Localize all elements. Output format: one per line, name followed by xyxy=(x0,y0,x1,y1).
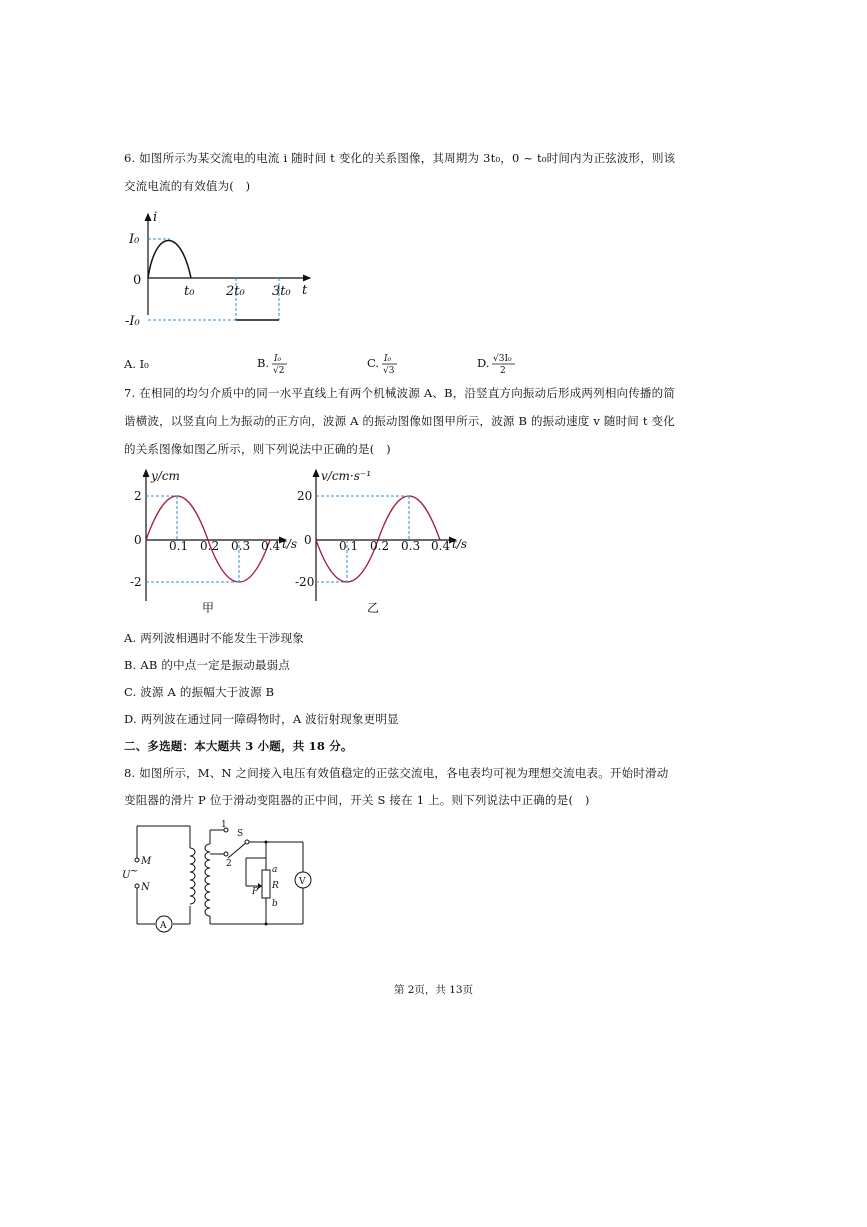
q7-option-b: B. AB 的中点一定是振动最弱点 xyxy=(124,658,291,672)
q6-2t0-label: 2t₀ xyxy=(226,284,245,299)
rheostat-R xyxy=(262,870,270,898)
svg-text:2: 2 xyxy=(226,859,232,869)
svg-text:S: S xyxy=(237,829,244,839)
q7-graph-a xyxy=(130,466,300,616)
q7-option-d: D. 两列波在通过同一障碍物时，A 波衍射现象更明显 xyxy=(124,712,399,726)
svg-text:a: a xyxy=(272,865,278,875)
q7-text-line2: 谐横波，以竖直向上为振动的正方向，波源 A 的振动图像如图甲所示，波源 B 的振动速度 v 随时间 t 变化 xyxy=(124,414,675,428)
q6-sine-arc xyxy=(148,240,191,278)
page-footer: 第 2页，共 13页 xyxy=(393,984,474,996)
svg-text:√3: √3 xyxy=(383,366,395,376)
svg-text:N: N xyxy=(141,882,150,893)
section2-heading: 二、多选题：本大题共 3 小题，共 18 分。 xyxy=(124,739,353,753)
q7-text-line1: 7. 在相同的均匀介质中的同一水平直线上有两个机械波源 A、B，沿竖直方向振动后形成两列相向传播的简 xyxy=(124,386,676,400)
svg-text:B.: B. xyxy=(257,356,270,370)
svg-text:P: P xyxy=(252,887,259,897)
q8-text-line1: 8. 如图所示，M、N 之间接入电压有效值稳定的正弦交流电，各电表均可视为理想交流电表。开始时滑动 xyxy=(124,766,669,780)
q7a-xtick-0.4: 0.4 xyxy=(261,539,281,553)
q7b-xtick-0.4: 0.4 xyxy=(431,539,451,553)
q7b-ytick-neg20: -20 xyxy=(295,575,315,589)
svg-text:√3I₀: √3I₀ xyxy=(493,354,512,364)
q6-t0-label: t₀ xyxy=(184,284,195,299)
q6-text-line1: 6. 如图所示为某交流电的电流 i 随时间 t 变化的关系图像，其周期为 3t₀，0 ~ t₀时间内为正弦波形，则该 xyxy=(124,151,676,165)
terminal-N xyxy=(135,884,139,888)
q7-text-line3: 的关系图像如图乙所示，则下列说法中正确的是( ) xyxy=(124,442,391,456)
q7b-xtick-0.1: 0.1 xyxy=(339,539,359,553)
q7-option-a: A. 两列波相遇时不能发生干涉现象 xyxy=(124,631,305,645)
q7a-y-label: y/cm xyxy=(151,469,180,483)
q6-x-label: t xyxy=(302,283,308,298)
secondary-coil-icon xyxy=(205,844,210,916)
q7a-xtick-0.3: 0.3 xyxy=(231,539,251,553)
svg-text:I₀: I₀ xyxy=(274,354,282,364)
svg-text:V: V xyxy=(299,877,306,887)
q6-option-a: A. I₀ xyxy=(124,357,149,371)
q7b-caption: 乙 xyxy=(367,601,380,615)
q7a-ytick-2: 2 xyxy=(134,489,142,503)
q7b-y-label: v/cm·s⁻¹ xyxy=(321,469,372,483)
q6-current-graph xyxy=(125,210,325,340)
q6-I0-label: I₀ xyxy=(129,232,140,247)
q7a-x-label: t/s xyxy=(282,537,298,551)
svg-text:b: b xyxy=(272,899,278,909)
q7b-xtick-0.2: 0.2 xyxy=(370,539,390,553)
svg-text:√2: √2 xyxy=(273,366,285,376)
q7b-xtick-0.3: 0.3 xyxy=(401,539,421,553)
q6-option-b xyxy=(257,351,297,377)
q7a-ytick-0: 0 xyxy=(134,533,142,547)
q6-option-c xyxy=(367,351,407,377)
svg-text:1: 1 xyxy=(221,820,227,830)
q7a-xtick-0.2: 0.2 xyxy=(200,539,220,553)
q7-graph-b xyxy=(295,466,475,616)
q6-y-label: i xyxy=(153,210,158,225)
q6-zero-label: 0 xyxy=(133,273,142,288)
primary-coil-icon xyxy=(190,848,195,904)
svg-text:A: A xyxy=(160,921,167,931)
svg-text:~: ~ xyxy=(130,866,139,877)
svg-text:2: 2 xyxy=(500,366,506,376)
svg-text:U: U xyxy=(122,870,131,881)
svg-text:C.: C. xyxy=(367,356,380,370)
q6-3t0-label: 3t₀ xyxy=(272,284,291,299)
q7-option-c: C. 波源 A 的振幅大于波源 B xyxy=(124,685,275,699)
svg-text:I₀: I₀ xyxy=(384,354,392,364)
q7b-ytick-20: 20 xyxy=(297,489,313,503)
q6-text-line2: 交流电流的有效值为( ) xyxy=(124,179,251,193)
q7b-x-label: t/s xyxy=(452,537,468,551)
q8-circuit-diagram xyxy=(120,818,320,938)
svg-text:D.: D. xyxy=(477,356,490,370)
switch-S xyxy=(228,842,247,858)
terminal-M xyxy=(135,858,139,862)
q7a-ytick-neg2: -2 xyxy=(130,575,142,589)
q8-text-line2: 变阻器的滑片 P 位于滑动变阻器的正中间，开关 S 接在 1 上。则下列说法中正确的是( ) xyxy=(124,793,590,807)
q7a-xtick-0.1: 0.1 xyxy=(169,539,189,553)
q7b-ytick-0: 0 xyxy=(304,533,312,547)
q6-option-d xyxy=(477,351,527,377)
svg-text:M: M xyxy=(141,856,152,867)
svg-text:R: R xyxy=(272,881,279,891)
q6-negI0-label: -I₀ xyxy=(125,314,140,329)
q7a-caption: 甲 xyxy=(202,601,215,615)
